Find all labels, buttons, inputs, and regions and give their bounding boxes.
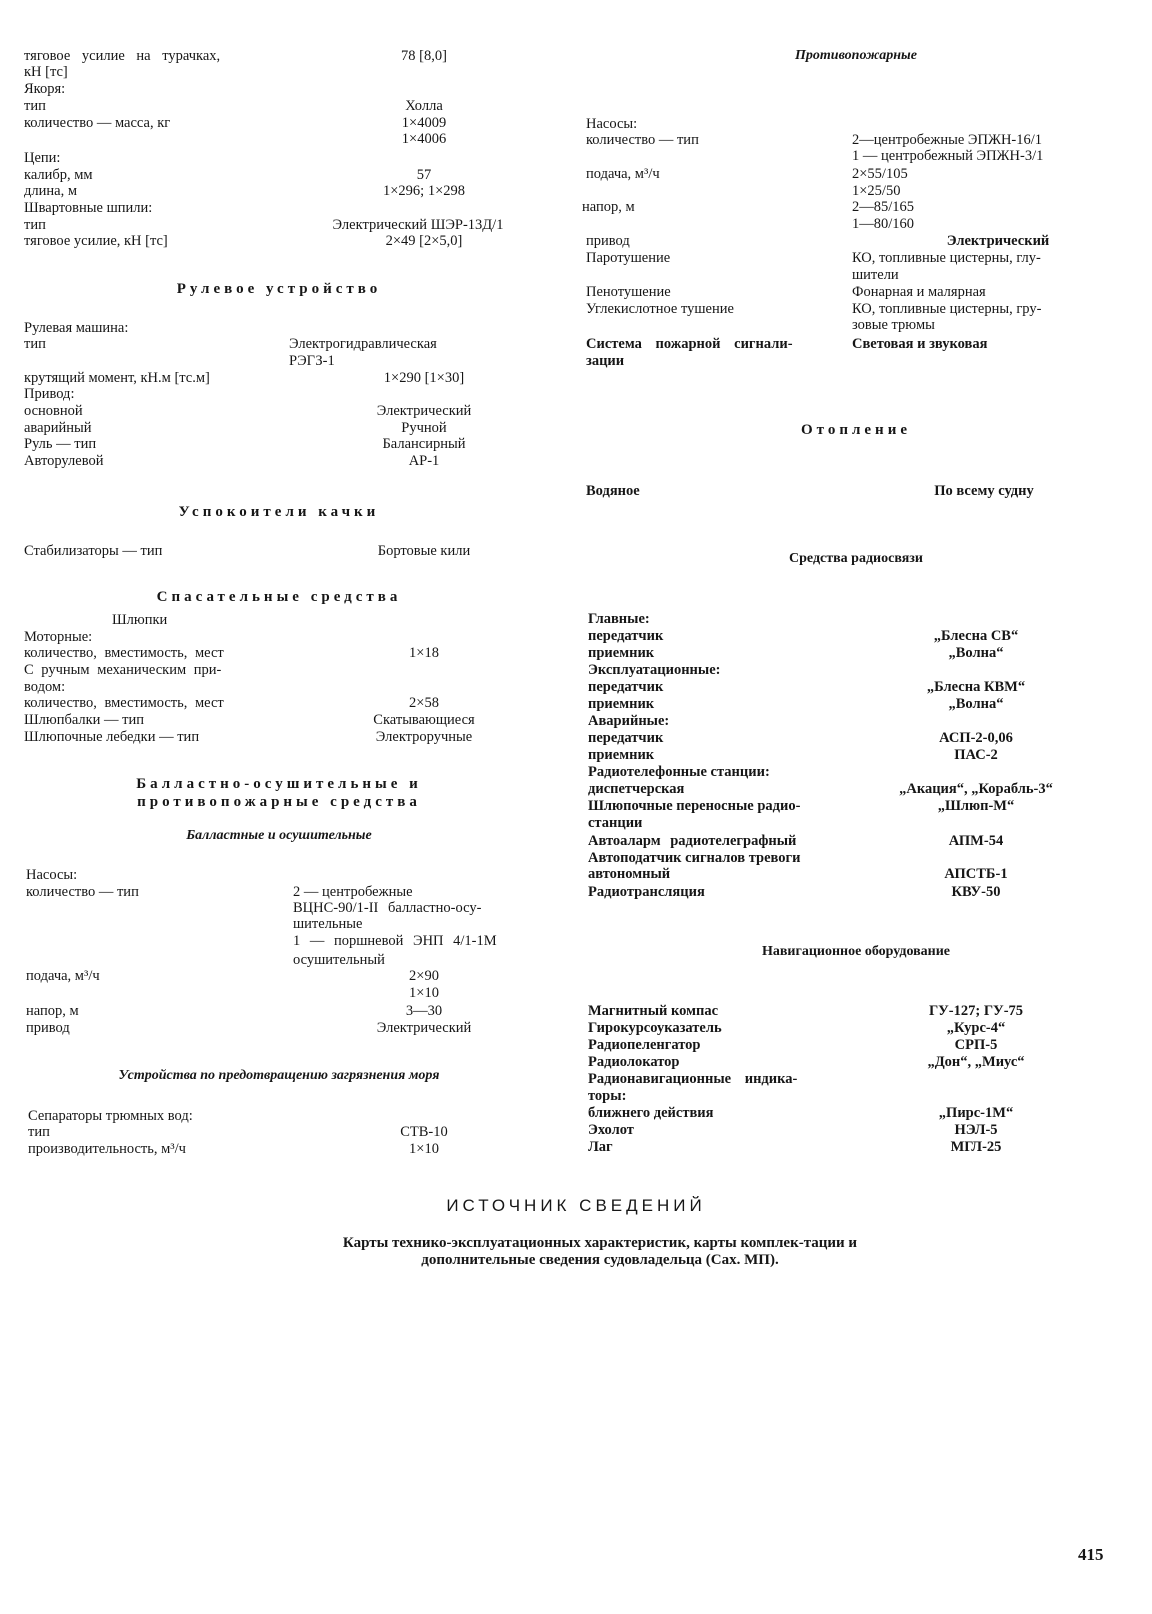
section-heading-navigation: Навигационное оборудование <box>761 944 951 959</box>
spec-value: Электрический <box>946 233 1050 249</box>
spec-label: Магнитный компас <box>588 1003 719 1019</box>
spec-value: ПАС-2 <box>954 747 998 763</box>
spec-value: 57 <box>416 167 432 183</box>
spec-label: Система пожарной сигнали- <box>586 336 793 352</box>
spec-label: передатчик <box>588 679 664 695</box>
spec-label: тип <box>24 98 46 114</box>
spec-value: „Пирс-1М“ <box>938 1105 1014 1121</box>
spec-value: Электрический <box>376 403 472 419</box>
spec-value: Электрогидравлическая <box>289 336 437 352</box>
section-heading-radio: Средства радиосвязи <box>789 551 923 566</box>
spec-value: „Дон“, „Миус“ <box>927 1054 1025 1070</box>
spec-value: 1×25/50 <box>852 183 901 199</box>
spec-value: 1—80/160 <box>852 216 915 232</box>
section-heading-ballast-line1: Балластно-осушительные и <box>136 776 422 792</box>
spec-value: По всему судну <box>934 483 1034 499</box>
spec-label: передатчик <box>588 730 664 746</box>
spec-label: Привод: <box>24 386 75 402</box>
spec-label: Паротушение <box>586 250 671 266</box>
spec-label: Шлюпочные лебедки — тип <box>24 729 200 745</box>
spec-value: КО, топливные цистерны, гру- <box>852 301 1042 317</box>
source-title: ИСТОЧНИК СВЕДЕНИЙ <box>446 1196 706 1215</box>
spec-value: 2 — центробежные <box>293 884 413 900</box>
spec-label: Шлюпочные переносные радио- <box>588 798 801 814</box>
spec-label: основной <box>24 403 83 419</box>
spec-label: зации <box>586 353 625 369</box>
spec-label: тип <box>28 1124 50 1140</box>
source-text: Карты технико-эксплуатационных характеристик, карты комплек-тации и дополнительные сведения судовладельца (Сах. МП). <box>342 1235 858 1268</box>
spec-label: Цепи: <box>24 150 61 166</box>
spec-value: 78 [8,0] <box>401 48 447 64</box>
spec-value: АПСТБ-1 <box>944 866 1008 882</box>
spec-label: приемник <box>588 696 655 712</box>
spec-value: 2×90 <box>409 968 439 984</box>
pollution-subheading: Устройства по предотвращению загрязнения моря <box>118 1068 440 1083</box>
spec-label: Радиотрансляция <box>588 884 705 900</box>
boats-subheading: Шлюпки <box>112 612 168 628</box>
spec-label: подача, м³/ч <box>26 968 100 984</box>
spec-label: Руль — тип <box>24 436 97 452</box>
spec-label: Радиопеленгатор <box>588 1037 701 1053</box>
spec-label: Автоподатчик сигналов тревоги <box>588 850 801 866</box>
section-heading-ballast-line2: противопожарные средства <box>137 794 421 810</box>
spec-value: 1×4006 <box>401 131 447 147</box>
spec-label: передатчик <box>588 628 664 644</box>
spec-value: осушительный <box>293 952 385 968</box>
spec-value: СТВ-10 <box>400 1124 448 1140</box>
spec-label: Стабилизаторы — тип <box>24 543 163 559</box>
spec-value: „Шлюп-М“ <box>937 798 1015 814</box>
spec-value: 1 — центробежный ЭПЖН-3/1 <box>852 148 1044 164</box>
spec-label: приемник <box>588 747 655 763</box>
spec-label: кН [тс] <box>24 64 68 80</box>
spec-label: ближнего действия <box>588 1105 714 1121</box>
spec-label: Эксплуатационные: <box>588 662 721 678</box>
spec-label: тяговое усилие на турачках, <box>24 48 221 64</box>
spec-value: „Блесна КВМ“ <box>926 679 1026 695</box>
spec-value: 2—центробежные ЭПЖН-16/1 <box>852 132 1043 148</box>
spec-value: 2×49 [2×5,0] <box>385 233 463 249</box>
spec-label: количество — тип <box>586 132 699 148</box>
spec-value: Балансирный <box>382 436 466 452</box>
spec-label: водом: <box>24 679 66 695</box>
spec-value: „Волна“ <box>948 696 1004 712</box>
spec-value: Ручной <box>401 420 447 436</box>
spec-label: Аварийные: <box>588 713 670 729</box>
spec-label: привод <box>586 233 630 249</box>
spec-value: „Волна“ <box>948 645 1004 661</box>
spec-value: Скатывающиеся <box>373 712 475 728</box>
spec-value: КВУ-50 <box>951 884 1001 900</box>
spec-label: Водяное <box>586 483 640 499</box>
spec-label: Пенотушение <box>586 284 671 300</box>
spec-value: „Акация“, „Корабль-3“ <box>899 781 1053 797</box>
spec-label: привод <box>26 1020 70 1036</box>
spec-label: С ручным механическим при- <box>24 662 222 678</box>
spec-value: 2—85/165 <box>852 199 915 215</box>
spec-value: 1 — поршневой ЭНП 4/1-1М <box>293 933 497 949</box>
spec-label: Лаг <box>588 1139 613 1155</box>
spec-label: Авторулевой <box>24 453 104 469</box>
spec-label: тип <box>24 336 46 352</box>
spec-value: 1×290 [1×30] <box>383 370 465 386</box>
spec-value: 2×58 <box>409 695 439 711</box>
spec-value: Холла <box>405 98 443 114</box>
spec-value: АСП-2-0,06 <box>939 730 1013 746</box>
fire-subheading: Противопожарные <box>795 48 917 63</box>
spec-value: „Курс-4“ <box>946 1020 1006 1036</box>
spec-label: Рулевая машина: <box>24 320 129 336</box>
spec-value: шительные <box>293 916 363 932</box>
spec-label: Углекислотное тушение <box>586 301 734 317</box>
spec-value: зовые трюмы <box>852 317 935 333</box>
spec-label: Эхолот <box>588 1122 634 1138</box>
spec-value: 1×18 <box>409 645 439 661</box>
spec-label: приемник <box>588 645 655 661</box>
spec-value: Электроручные <box>375 729 473 745</box>
section-heading-steering: Рулевое устройство <box>176 281 382 297</box>
spec-label: тяговое усилие, кН [тс] <box>24 233 168 249</box>
spec-label: длина, м <box>24 183 77 199</box>
spec-value: МГЛ-25 <box>950 1139 1002 1155</box>
spec-label: Насосы: <box>26 867 78 883</box>
section-heading-stabilizers: Успокоители качки <box>178 504 380 520</box>
spec-label: напор, м <box>582 199 635 215</box>
spec-value: АР-1 <box>408 453 440 469</box>
spec-label: Швартовные шпили: <box>24 200 153 216</box>
spec-value: 1×296; 1×298 <box>382 183 465 199</box>
spec-value: шители <box>852 267 899 283</box>
spec-value: ВЦНС-90/1-II балластно-осу- <box>293 900 482 916</box>
spec-label: калибр, мм <box>24 167 93 183</box>
spec-label: подача, м³/ч <box>586 166 660 182</box>
spec-value: Бортовые кили <box>377 543 471 559</box>
spec-value: 1×10 <box>409 1141 439 1157</box>
section-heading-heating: Отопление <box>801 422 911 438</box>
spec-label: крутящий момент, кН.м [тс.м] <box>24 370 210 386</box>
spec-value: ГУ-127; ГУ-75 <box>928 1003 1024 1019</box>
spec-label: Моторные: <box>24 629 93 645</box>
spec-label: Автоаларм радиотелеграфный <box>588 833 797 849</box>
ballast-subheading: Балластные и осушительные <box>186 828 372 843</box>
spec-value: РЭГЗ-1 <box>289 353 335 369</box>
spec-value: КО, топливные цистерны, глу- <box>852 250 1041 266</box>
spec-label: Насосы: <box>586 116 638 132</box>
spec-label: Шлюпбалки — тип <box>24 712 145 728</box>
spec-label: количество — масса, кг <box>24 115 171 131</box>
spec-label: количество, вместимость, мест <box>24 645 224 661</box>
spec-label: напор, м <box>26 1003 79 1019</box>
spec-value: Электрический ШЭР-13Д/1 <box>332 217 504 233</box>
spec-value: НЭЛ-5 <box>954 1122 998 1138</box>
spec-value: 3—30 <box>405 1003 443 1019</box>
spec-label: количество — тип <box>26 884 139 900</box>
spec-value: АПМ-54 <box>948 833 1004 849</box>
spec-label: Якоря: <box>24 81 66 97</box>
spec-label: производительность, м³/ч <box>28 1141 186 1157</box>
spec-label: станции <box>588 815 643 831</box>
spec-value: Фонарная и малярная <box>852 284 986 300</box>
spec-label: Сепараторы трюмных вод: <box>28 1108 193 1124</box>
spec-value: СРП-5 <box>954 1037 998 1053</box>
spec-label: Радионавигационные индика- <box>588 1071 798 1087</box>
spec-value: „Блесна СВ“ <box>933 628 1019 644</box>
spec-label: Гирокурсоуказатель <box>588 1020 722 1036</box>
spec-label: Радиолокатор <box>588 1054 680 1070</box>
spec-value: Электрический <box>376 1020 472 1036</box>
spec-label: тип <box>24 217 46 233</box>
spec-label: торы: <box>588 1088 627 1104</box>
spec-value: 1×10 <box>409 985 439 1001</box>
spec-value: 2×55/105 <box>852 166 908 182</box>
spec-label: Главные: <box>588 611 650 627</box>
spec-value: Световая и звуковая <box>852 336 988 352</box>
spec-label: Радиотелефонные станции: <box>588 764 770 780</box>
spec-label: диспетчерская <box>588 781 685 797</box>
section-heading-lifesaving: Спасательные средства <box>156 589 402 605</box>
page-number: 415 <box>1078 1545 1104 1564</box>
spec-label: аварийный <box>24 420 92 436</box>
spec-label: автономный <box>588 866 671 882</box>
spec-label: количество, вместимость, мест <box>24 695 224 711</box>
spec-value: 1×4009 <box>401 115 447 131</box>
